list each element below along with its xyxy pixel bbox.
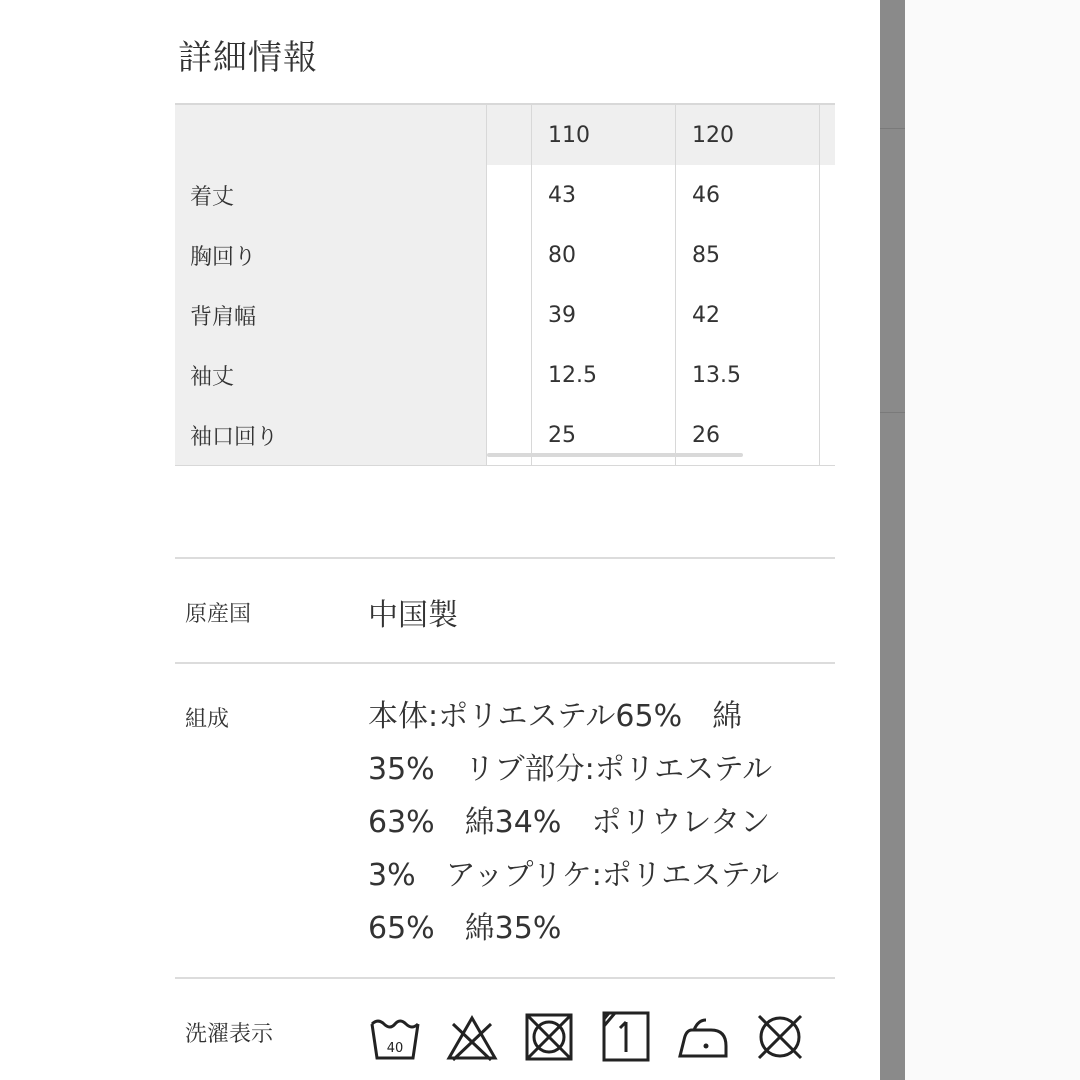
value-next	[820, 285, 835, 345]
column-header-120: 120	[676, 105, 820, 165]
value-120: 26	[676, 405, 820, 465]
row-label: 着丈	[175, 165, 487, 225]
row-gap-cell	[487, 165, 532, 225]
value-110: 39	[532, 285, 676, 345]
wash-temperature: 40	[386, 1041, 404, 1056]
composition-line: 3% アップリケ:ポリエステル	[368, 858, 780, 893]
value-110: 12.5	[532, 345, 676, 405]
divider	[175, 977, 835, 979]
row-label: 胸回り	[175, 225, 487, 285]
no-dry-clean-icon	[753, 1010, 807, 1064]
table-row	[175, 345, 835, 406]
column-header-110: 110	[532, 105, 676, 165]
table-row	[175, 285, 835, 346]
row-label: 背肩幅	[175, 285, 487, 345]
row-label: 袖口回り	[175, 405, 487, 465]
value-next	[820, 345, 835, 405]
value-next	[820, 405, 835, 465]
row-label: 袖丈	[175, 345, 487, 405]
table-header-row	[175, 105, 835, 166]
header-gap-cell	[487, 105, 532, 165]
composition-line: 本体:ポリエステル65% 綿	[368, 699, 743, 734]
wash-40-icon	[368, 1010, 422, 1064]
line-dry-shade-icon	[599, 1010, 653, 1064]
row-gap-cell	[487, 285, 532, 345]
divider	[175, 662, 835, 664]
value-120: 46	[676, 165, 820, 225]
product-detail-panel	[175, 0, 835, 1080]
section-title: 詳細情報	[178, 38, 318, 78]
column-header-next	[820, 105, 835, 165]
value-110: 80	[532, 225, 676, 285]
row-gap-cell	[487, 345, 532, 405]
table-row	[175, 225, 835, 286]
size-table[interactable]	[175, 103, 835, 465]
origin-label: 原産国	[185, 602, 252, 627]
row-gap-cell	[487, 225, 532, 285]
header-label-cell	[175, 105, 487, 165]
vertical-scrollbar[interactable]	[880, 0, 905, 1080]
table-horizontal-scrollbar[interactable]	[487, 453, 743, 457]
composition-line: 65% 綿35%	[368, 911, 562, 946]
value-120: 85	[676, 225, 820, 285]
value-120: 42	[676, 285, 820, 345]
divider	[175, 557, 835, 559]
composition-line: 63% 綿34% ポリウレタン	[368, 805, 771, 840]
care-label: 洗濯表示	[185, 1022, 274, 1047]
scrollbar-mark	[880, 412, 905, 413]
table-row	[175, 165, 835, 226]
origin-value: 中国製	[368, 598, 458, 633]
no-tumble-dry-icon	[522, 1010, 576, 1064]
iron-low-icon	[676, 1010, 730, 1064]
scrollbar-mark	[880, 128, 905, 129]
value-next	[820, 165, 835, 225]
value-110: 43	[532, 165, 676, 225]
composition-label: 組成	[185, 707, 230, 732]
value-120: 13.5	[676, 345, 820, 405]
composition-value	[368, 690, 833, 955]
value-110: 25	[532, 405, 676, 465]
right-background	[905, 0, 1080, 1080]
composition-line: 35% リブ部分:ポリエステル	[368, 752, 773, 787]
no-bleach-icon	[445, 1010, 499, 1064]
value-next	[820, 225, 835, 285]
care-icons	[368, 1010, 807, 1066]
